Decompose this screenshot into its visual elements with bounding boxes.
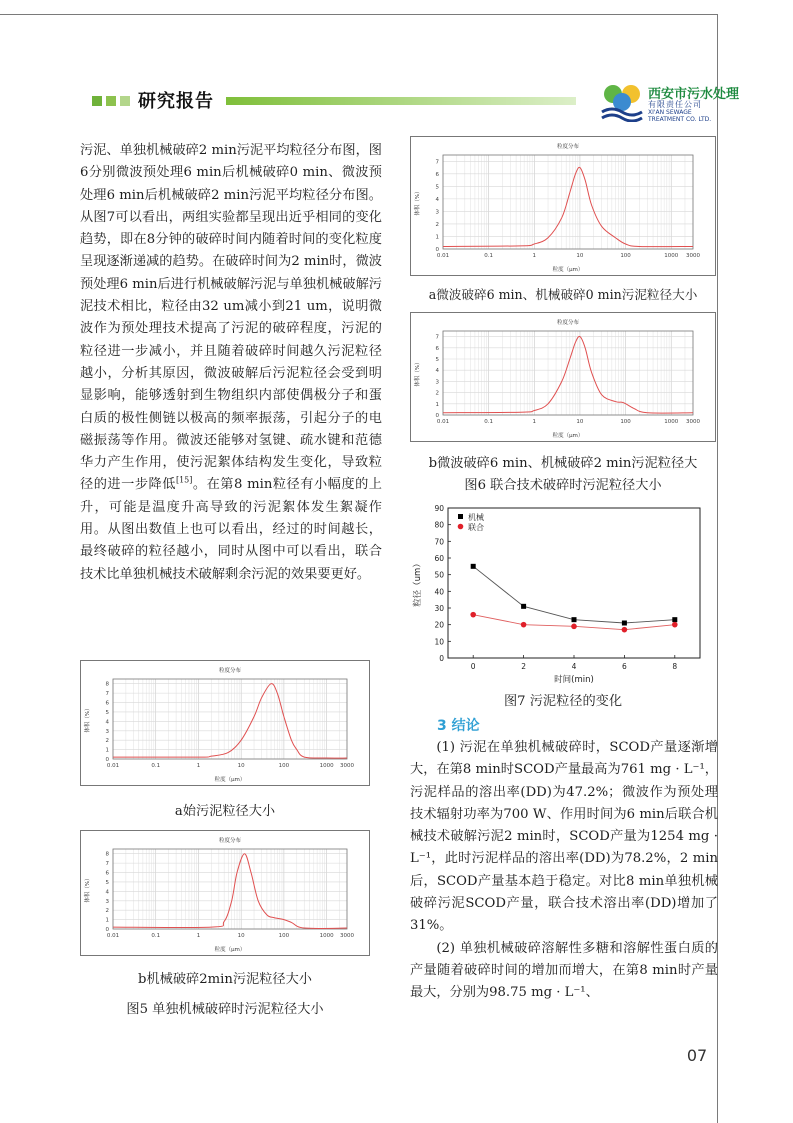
y-tick-label: 7 <box>435 159 439 166</box>
page-header <box>0 82 793 122</box>
logo-en-line2: TREATMENT CO. LTD. <box>648 116 712 123</box>
x-tick-label: 10 <box>237 763 245 769</box>
fig6b-caption: b微波破碎6 min、机械破碎2 min污泥粒径大 <box>428 456 698 471</box>
y-axis-label: 体积（%） <box>85 705 91 733</box>
y-tick-label: 1 <box>105 747 109 754</box>
fig6b-plot <box>410 312 716 442</box>
y-tick-label: 4 <box>435 368 439 375</box>
y-tick-label: 0 <box>435 247 439 253</box>
y-axis-label: 粒径（um） <box>413 559 423 607</box>
plot-frame <box>443 331 693 415</box>
x-tick-label: 6 <box>622 662 627 671</box>
series-line-0 <box>473 566 675 623</box>
y-tick-label: 7 <box>105 861 109 868</box>
header-square-icon <box>106 96 116 106</box>
legend-marker-square <box>458 514 463 519</box>
y-tick-label: 1 <box>435 401 439 408</box>
y-tick-label: 30 <box>434 604 444 613</box>
x-tick-label: 1 <box>532 419 537 425</box>
x-tick-label: 0.01 <box>106 763 120 769</box>
y-tick-label: 80 <box>434 520 444 530</box>
y-tick-label: 0 <box>439 654 444 663</box>
x-tick-label: 4 <box>571 662 577 671</box>
fig6b-svg <box>411 313 715 441</box>
x-tick-label: 1000 <box>319 763 334 769</box>
data-point-square <box>471 564 476 569</box>
section-label: 研究报告 <box>138 91 214 112</box>
x-tick-label: 1000 <box>664 419 679 425</box>
x-tick-label: 0.1 <box>484 419 494 425</box>
x-tick-label: 0 <box>470 662 476 671</box>
x-tick-label: 3000 <box>340 763 354 769</box>
x-tick-label: 0.1 <box>484 253 494 259</box>
plot-frame <box>443 155 693 249</box>
x-tick-label: 2 <box>521 662 526 671</box>
fig5a-plot <box>80 660 370 786</box>
y-tick-label: 70 <box>434 537 444 547</box>
y-tick-label: 2 <box>435 221 439 228</box>
y-tick-label: 4 <box>105 719 109 726</box>
data-point-square <box>622 621 627 626</box>
x-axis-label: 粒度（μm） <box>552 267 584 273</box>
data-point-circle <box>672 622 678 628</box>
fig6a-svg <box>411 137 715 275</box>
y-tick-label: 2 <box>105 738 109 745</box>
fig7-svg <box>408 500 708 685</box>
section-3-heading: 3 结论 <box>437 718 480 734</box>
fig5-caption: 图5 单独机械破碎时污泥粒径大小 <box>126 1002 324 1017</box>
y-tick-label: 20 <box>434 620 444 630</box>
y-axis-label: 体积（%） <box>415 359 421 387</box>
x-axis-label: 时间(min) <box>554 675 594 685</box>
fig5a-svg <box>81 661 369 785</box>
x-tick-label: 1000 <box>319 933 334 939</box>
legend-marker-circle <box>458 524 464 530</box>
y-tick-label: 60 <box>434 554 444 563</box>
right-column-text <box>410 737 718 1005</box>
y-tick-label: 2 <box>435 390 439 397</box>
plot-frame <box>113 849 347 929</box>
logo-name-cn: 西安市污水处理 <box>648 87 740 102</box>
fig6a-plot <box>410 136 716 276</box>
x-tick-label: 1000 <box>664 253 679 259</box>
plot-title: 粒度分布 <box>556 320 580 326</box>
header-square-icon <box>120 96 130 106</box>
data-point-circle <box>470 612 476 618</box>
page-number: 07 <box>686 1046 708 1065</box>
y-tick-label: 0 <box>105 757 109 763</box>
y-tick-label: 1 <box>435 234 439 241</box>
x-tick-label: 1 <box>532 253 537 259</box>
fig5a-caption: a始污泥粒径大小 <box>174 804 276 819</box>
citation-ref: [15] <box>175 476 193 486</box>
x-axis-label: 粒度（μm） <box>552 433 584 439</box>
fig6-caption: 图6 联合技术破碎时污泥粒径大小 <box>464 478 662 493</box>
data-point-square <box>672 617 677 622</box>
conclusion-paragraph-2: (2) 单独机械破碎溶解性多糖和溶解性蛋白质的产量随着破碎时间的增加而增大，在第8 min时产量最大，分别为98.75 mg · L⁻¹、 <box>410 940 718 1001</box>
x-tick-label: 100 <box>620 419 631 425</box>
x-tick-label: 1 <box>196 933 201 939</box>
y-tick-label: 2 <box>105 908 109 915</box>
body-paragraph <box>80 140 382 586</box>
body-text: 。在第8 min粒径有小幅度的上升，可能是温度升高导致的污泥絮体发生絮凝作用。从图出数值上也可以看出，经过的时间越长，最终破碎的粒径越小，同时从图中可以看出，联合技术比单独机械技术破解剩余污泥的效果要更好。 <box>80 477 382 582</box>
y-tick-label: 1 <box>105 917 109 924</box>
x-tick-label: 10 <box>576 253 584 259</box>
data-point-circle <box>521 622 527 628</box>
y-tick-label: 0 <box>105 927 109 933</box>
x-tick-label: 10 <box>237 933 245 939</box>
x-tick-label: 0.1 <box>151 933 161 939</box>
company-logo <box>600 82 790 122</box>
fig7-frame <box>448 508 700 658</box>
y-tick-label: 5 <box>435 357 439 363</box>
x-tick-label: 0.01 <box>436 419 450 425</box>
page-border-top <box>0 14 718 15</box>
y-axis-label: 体积（%） <box>415 188 421 216</box>
fig5b-svg <box>81 831 369 955</box>
y-tick-label: 0 <box>435 413 439 419</box>
y-tick-label: 3 <box>435 379 439 386</box>
plot-title: 粒度分布 <box>556 144 580 150</box>
y-tick-label: 3 <box>435 209 439 216</box>
y-tick-label: 40 <box>434 587 444 597</box>
legend-label: 联合 <box>468 523 484 532</box>
x-tick-label: 3000 <box>340 933 354 939</box>
fig6a-caption: a微波破碎6 min、机械破碎0 min污泥粒径大小 <box>428 287 698 302</box>
plot-title: 粒度分布 <box>218 838 242 844</box>
y-tick-label: 5 <box>105 879 109 886</box>
x-tick-label: 0.1 <box>151 763 161 769</box>
y-tick-label: 90 <box>434 504 444 513</box>
body-text: 污泥、单独机械破碎2 min污泥平均粒径分布图，图6分别微波预处理6 min后机械破碎0 min、微波预处理6 min后机械破碎2 min污泥平均粒径分布图。从图7可以看出，两组实验都呈现出近乎相同的变化趋势，即在8分钟的破碎时间内随着时间的变化粒度呈现逐渐递减的趋势。在破碎时间为2 min时，微波预处理6 min后进行机械破解污泥与单独机械破解污泥技术相比，粒径由32 um减小到21 um，说明微波作为预处理技术提高了污泥的破碎程度，污泥的粒径进一步减小，并且随着破碎时间越久污泥粒径越小，分析其原因，微波破解后污泥粒径会受到明显影响，能够透射到生物组织内部使偶极分子和蛋白质的极性侧链以极高的频率振荡，引起分子的电磁振荡等作用。微波还能够对氢键、疏水键和范德华力产生作用，使污泥絮体结构发生变化，导致粒径的进一步降低 <box>80 143 382 493</box>
y-tick-label: 5 <box>105 709 109 716</box>
y-axis-label: 体积（%） <box>85 875 91 903</box>
y-tick-label: 7 <box>105 691 109 698</box>
x-axis-label: 粒度（μm） <box>214 777 246 783</box>
x-tick-label: 10 <box>576 419 584 425</box>
header-square-icon <box>92 96 102 106</box>
logo-en-line1: XI'AN SEWAGE <box>648 109 692 116</box>
conclusion-paragraph-1: (1) 污泥在单独机械破碎时，SCOD产量逐渐增大，在第8 min时SCOD产量最高为761 mg · L⁻¹，污泥样品的溶出率(DD)为47.2%；微波作为预处理技术辐射功率为700 W、作用时间为6 min后联合机械技术破解污泥2 min时，SCOD产量为1254 mg · L⁻¹，此时污泥样品的溶出率(DD)为78.2%，2 min后，SCOD产量基本趋于稳定。对比8 min单独机械破碎污泥SCOD产量，联合技术溶出率(DD)增加了31%。 <box>410 740 718 934</box>
data-point-circle <box>622 627 628 633</box>
distribution-curve <box>443 167 693 246</box>
logo-subname-cn: 有限责任公司 <box>648 100 702 109</box>
plot-title: 粒度分布 <box>218 668 242 674</box>
x-tick-label: 100 <box>620 253 631 259</box>
y-tick-label: 6 <box>435 345 439 352</box>
x-tick-label: 100 <box>278 933 290 939</box>
x-tick-label: 0.01 <box>436 253 450 259</box>
x-tick-label: 8 <box>672 662 678 671</box>
x-tick-label: 3000 <box>686 253 700 259</box>
logo-name-en <box>648 109 711 123</box>
fig5b-plot <box>80 830 370 956</box>
y-tick-label: 7 <box>435 334 439 341</box>
x-tick-label: 0.01 <box>106 933 120 939</box>
distribution-curve <box>113 684 347 759</box>
data-point-circle <box>571 624 577 630</box>
y-tick-label: 3 <box>105 728 109 735</box>
logo-emblem-icon <box>600 82 644 122</box>
legend-label: 机械 <box>468 513 484 522</box>
y-tick-label: 8 <box>105 681 109 688</box>
y-tick-label: 6 <box>105 700 109 707</box>
x-tick-label: 100 <box>278 763 290 769</box>
header-bar <box>226 97 576 105</box>
y-tick-label: 50 <box>434 570 444 580</box>
plot-frame <box>113 679 347 759</box>
x-tick-label: 1 <box>196 763 201 769</box>
y-tick-label: 3 <box>105 898 109 905</box>
fig7-caption: 图7 污泥粒径的变化 <box>503 694 623 709</box>
fig5b-caption: b机械破碎2min污泥粒径大小 <box>138 972 312 987</box>
y-tick-label: 5 <box>435 184 439 191</box>
data-point-square <box>572 617 577 622</box>
y-tick-label: 10 <box>434 637 444 647</box>
y-tick-label: 6 <box>105 870 109 877</box>
x-tick-label: 3000 <box>686 419 700 425</box>
y-tick-label: 8 <box>105 851 109 858</box>
left-column-text <box>80 140 382 586</box>
x-axis-label: 粒度（μm） <box>214 947 246 953</box>
y-tick-label: 4 <box>435 196 439 203</box>
y-tick-label: 6 <box>435 171 439 178</box>
y-tick-label: 4 <box>105 889 109 896</box>
fig7-chart <box>408 500 708 685</box>
data-point-square <box>521 604 526 609</box>
